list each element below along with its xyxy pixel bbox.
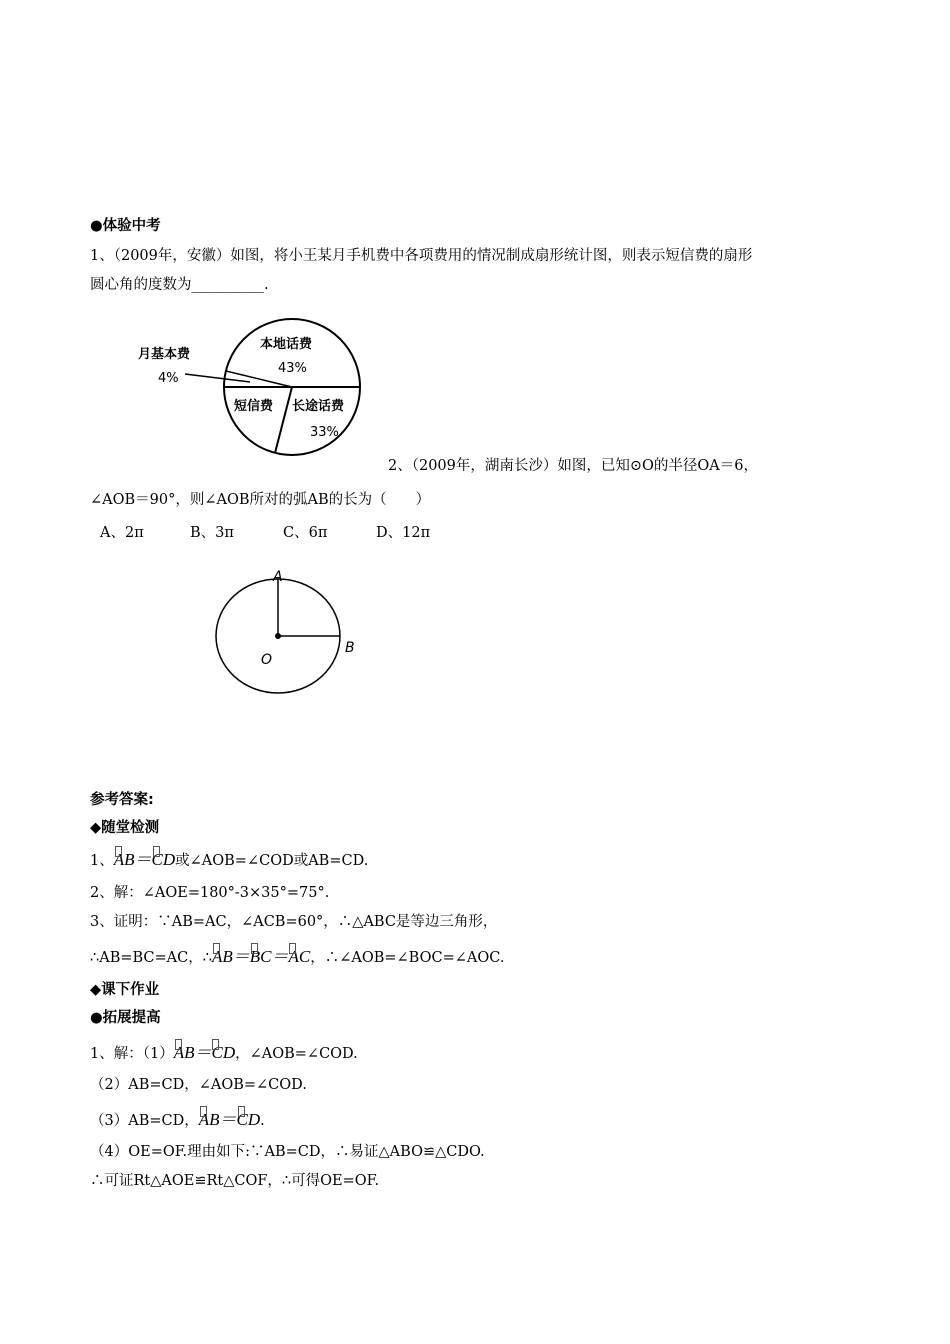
question-1-line-1: 1、（2009年，安徽）如图，将小王某月手机费中各项费用的情况制成扇形统计图，则表示短信费的扇形 (90, 248, 753, 264)
answer-3-line-1: 3、证明：∵AB=AC，∠ACB=60°，∴△ABC是等边三角形， (90, 914, 498, 930)
label-base-pct: 4% (158, 371, 179, 386)
arc-cd: CD (211, 1043, 236, 1062)
arc-ab: AB (211, 947, 233, 966)
label-sms-fee: 短信费 (234, 399, 274, 414)
answers-subheading-extension: ●拓展提高 (90, 1010, 161, 1026)
label-long-pct: 33% (310, 425, 339, 440)
option-c: C、6π (283, 525, 328, 541)
pie-divider-bottom (275, 387, 292, 453)
option-d: D、12π (376, 525, 431, 541)
answers-title: 参考答案: (90, 792, 154, 808)
extension-answer-5: ∴可证Rt△AOE≌Rt△COF，∴可得OE=OF. (90, 1173, 380, 1189)
arc-ab: AB (113, 850, 135, 869)
label-local-pct: 43% (278, 361, 307, 376)
point-label-a: A (273, 569, 283, 585)
arc-ab: AB (173, 1043, 195, 1062)
arc-cd: CD (151, 850, 176, 869)
option-b: B、3π (190, 525, 234, 541)
center-point-o (275, 633, 281, 639)
extension-answer-4: （4）OE=OF.理由如下:∵AB=CD，∴易证△ABO≌△CDO. (90, 1144, 485, 1160)
option-a: A、2π (100, 525, 144, 541)
answers-subheading-classroom: ◆随堂检测 (90, 820, 160, 836)
arc-bc: BC (249, 947, 272, 966)
answer-3-line-2: ∴AB=BC=AC，∴AB＝BC＝AC，∴∠AOB=∠BOC=∠AOC. (90, 947, 505, 966)
point-label-b: B (345, 640, 355, 656)
extension-answer-3: （3）AB=CD，AB＝CD. (90, 1110, 265, 1129)
arc-ac: AC (288, 947, 311, 966)
answer-1: 1、AB＝CD或∠AOB=∠COD或AB=CD. (90, 850, 369, 869)
answer-2: 2、解：∠AOE=180°-3×35°=75°. (90, 885, 330, 901)
section-heading-exam: ●体验中考 (90, 218, 161, 234)
question-2-line-1: 2、（2009年，湖南长沙）如图，已知⊙O的半径OA＝6， (388, 458, 758, 474)
question-1-line-2: 圆心角的度数为__________. (90, 277, 269, 293)
arc-ab: AB (198, 1110, 220, 1129)
label-local-fee: 本地话费 (260, 337, 313, 352)
point-label-o: O (261, 652, 273, 668)
extension-answer-1: 1、解：（1）AB＝CD，∠AOB=∠COD. (90, 1043, 358, 1062)
extension-answer-2: （2）AB=CD，∠AOB=∠COD. (90, 1077, 307, 1093)
label-base-fee: 月基本费 (138, 347, 191, 362)
circle-aob-figure (205, 560, 375, 705)
answers-subheading-homework: ◆课下作业 (90, 982, 160, 998)
question-2-line-2: ∠AOB＝90°，则∠AOB所对的弧AB的长为（ ） (90, 492, 431, 508)
phone-fee-pie-chart (130, 300, 370, 470)
label-long-fee: 长途话费 (292, 399, 345, 414)
arc-cd: CD (236, 1110, 261, 1129)
